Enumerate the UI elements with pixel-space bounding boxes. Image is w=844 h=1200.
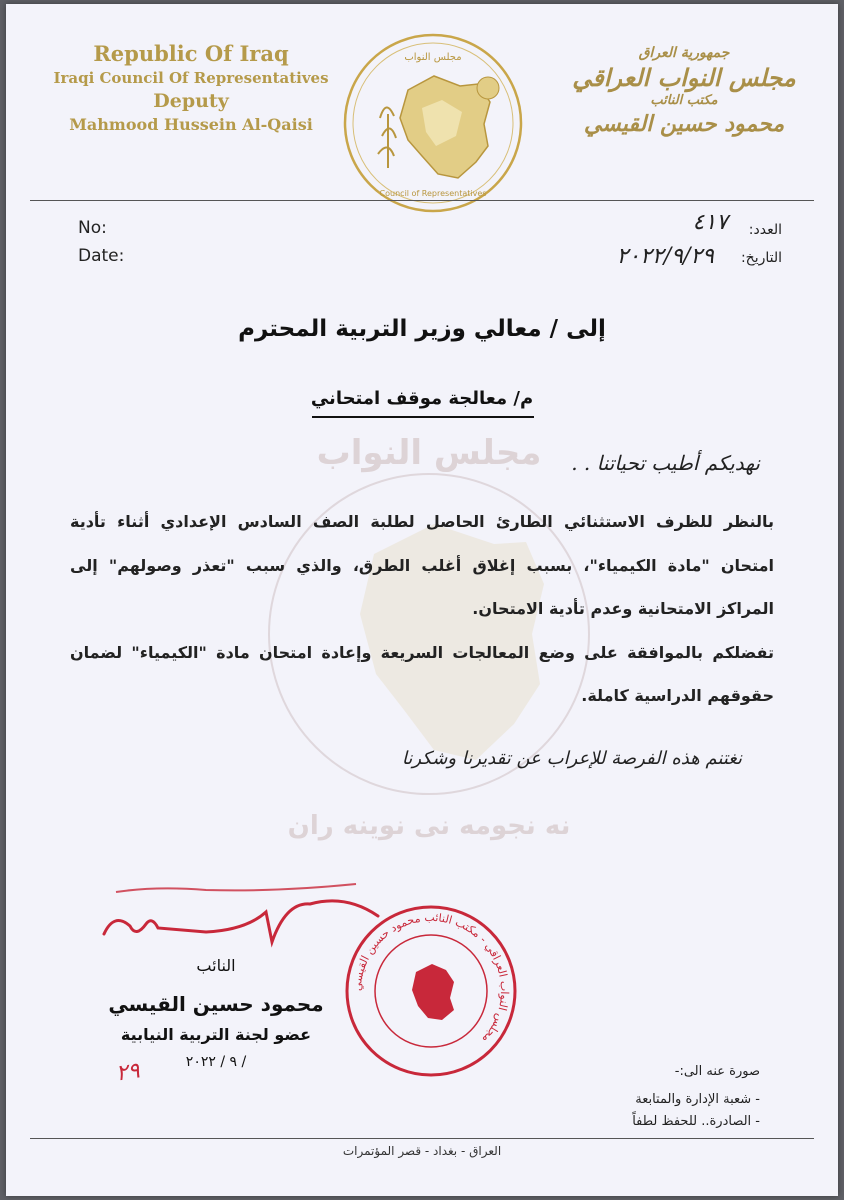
cc-item: - الصادرة.. للحفظ لطفاً bbox=[632, 1114, 760, 1129]
signatory-title: النائب bbox=[196, 956, 236, 975]
footer-address: العراق - بغداد - قصر المؤتمرات bbox=[342, 1144, 502, 1158]
reference-number: ٤١٧ bbox=[692, 210, 728, 235]
watermark-bottom-text: نه نجومه نی نوینه ران bbox=[287, 811, 571, 841]
letterhead-position: Deputy bbox=[153, 89, 229, 112]
letterhead-deputy-name-ar: محمود حسين القيسي bbox=[583, 111, 785, 138]
number-label-en: No: bbox=[78, 218, 107, 238]
letter-greeting: نهديكم أطيب تحياتنا . . bbox=[571, 451, 760, 475]
letter-date: ٢٠٢٢/٩/٢٩ bbox=[616, 244, 714, 269]
letter-subject: م/ معالجة موقف امتحاني bbox=[310, 388, 534, 409]
body-paragraph-2: تفضلكم بالموافقة على وضع المعالجات السريعة وإعادة امتحان مادة "الكيمياء" لضمان حقوقهم الدراسية كاملة. bbox=[70, 642, 774, 706]
watermark-top-text: مجلس النواب bbox=[316, 433, 542, 473]
cc-title: صورة عنه الى:- bbox=[674, 1064, 760, 1079]
signature-date: / ٩ / ٢٠٢٢ bbox=[185, 1054, 247, 1070]
parliament-emblem-icon bbox=[338, 28, 528, 218]
letter-body bbox=[70, 500, 774, 718]
number-label-ar: العدد: bbox=[748, 222, 782, 238]
letter-closing: نغتنم هذه الفرصة للإعراب عن تقديرنا وشكرنا bbox=[401, 748, 742, 769]
letterhead-council-ar: مجلس النواب العراقي bbox=[572, 63, 796, 93]
letterhead-english bbox=[36, 40, 346, 136]
cc-item: - شعبة الإدارة والمتابعة bbox=[635, 1092, 760, 1107]
letterhead-office-ar: مكتب النائب bbox=[650, 93, 718, 109]
letterhead-country: Republic Of Iraq bbox=[93, 41, 289, 66]
official-stamp-icon bbox=[342, 902, 520, 1080]
letter-addressee: إلى / معالي وزير التربية المحترم bbox=[238, 316, 606, 342]
emblem-bottom-text: Council of Representatives bbox=[379, 189, 487, 198]
letterhead-council: Iraqi Council Of Representatives bbox=[53, 69, 329, 88]
signatory-name: محمود حسين القيسي bbox=[108, 992, 324, 1016]
letterhead-country-ar: جمهورية العراق bbox=[638, 45, 730, 61]
emblem-top-text: مجلس النواب bbox=[404, 52, 462, 63]
header-divider bbox=[30, 200, 814, 201]
letter-page bbox=[6, 4, 838, 1196]
letterhead-deputy-name: Mahmood Hussein Al-Qaisi bbox=[69, 115, 313, 135]
letterhead-arabic bbox=[554, 44, 814, 139]
stamp-text: مجلس النواب العراقي - مكتب النائب محمود حسين القيسي bbox=[350, 910, 512, 1046]
date-label-en: Date: bbox=[78, 246, 125, 266]
subject-underline bbox=[312, 416, 534, 418]
signatory-role: عضو لجنة التربية النيابية bbox=[120, 1025, 312, 1044]
handwritten-day: ٢٩ bbox=[114, 1058, 142, 1087]
footer-divider bbox=[30, 1138, 814, 1139]
date-label-ar: التاريخ: bbox=[740, 250, 782, 266]
body-paragraph-1: بالنظر للظرف الاستثنائي الطارئ الحاصل لطلبة الصف السادس الإعدادي أثناء تأدية امتحان "مادة الكيمياء"، بسبب إغلاق أغلب الطرق، والذي سبب "تعذر وصولهم" إلى المراكز الامتحانية وعدم تأدية الامتحان. bbox=[70, 512, 774, 619]
